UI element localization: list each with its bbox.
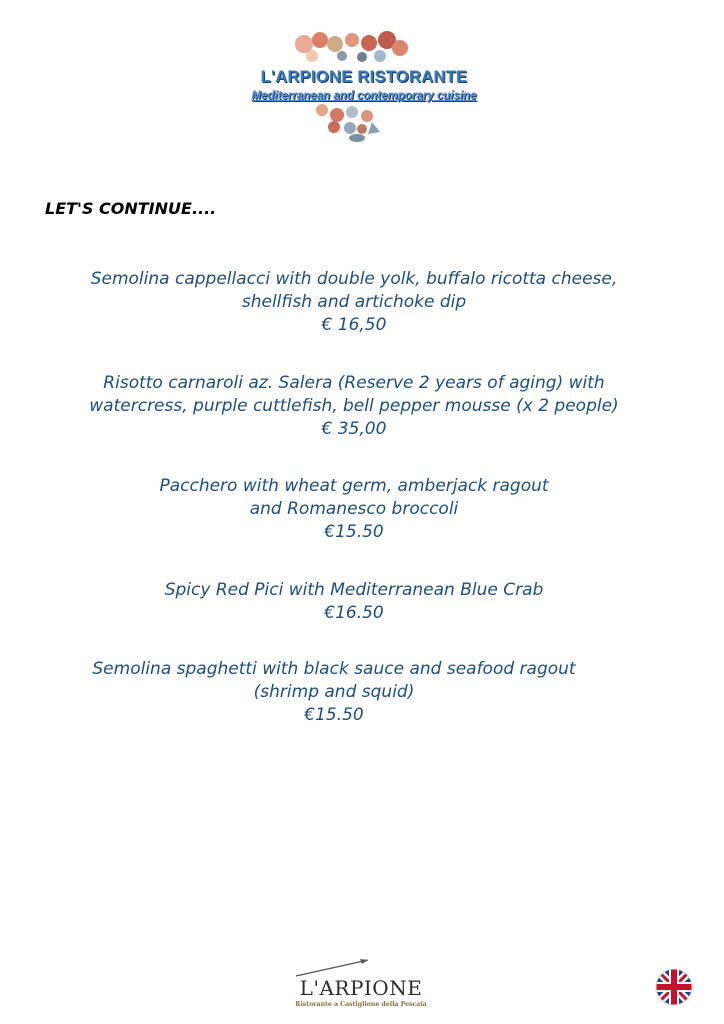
dish-description-line: Semolina cappellacci with double yolk, buffalo ricotta cheese,	[90, 269, 618, 289]
dish-price: €15.50	[324, 522, 384, 542]
header-logo	[222, 30, 506, 148]
dish-price: €16.50	[324, 603, 384, 623]
dish-price: € 35,00	[321, 419, 387, 439]
menu-item	[40, 268, 668, 337]
menu-item	[40, 475, 668, 544]
uk-flag-icon[interactable]	[655, 968, 693, 1006]
dish-description-line: Risotto carnaroli az. Salera (Reserve 2 years of aging) with	[103, 373, 605, 393]
logo-subtitle: Mediterranean and contemporary cuisine	[251, 90, 477, 102]
footer-logo	[290, 956, 440, 1014]
harpoon-icon	[290, 956, 440, 978]
seafood-heart-icon	[222, 30, 506, 148]
dish-description-line: Spicy Red Pici with Mediterranean Blue Crab	[164, 580, 544, 600]
dish-description-line: Pacchero with wheat germ, amberjack ragout	[159, 476, 549, 496]
dish-description-line: Semolina spaghetti with black sauce and seafood ragout	[92, 659, 576, 679]
menu-item	[40, 372, 668, 441]
dish-price: € 16,50	[321, 315, 387, 335]
dish-description-line: shellfish and artichoke dip	[241, 292, 467, 312]
section-heading: LET'S CONTINUE....	[45, 199, 217, 218]
dish-description-line: and Romanesco broccoli	[249, 499, 459, 519]
dish-description-line: (shrimp and squid)	[253, 682, 415, 702]
logo-title: L'ARPIONE RISTORANTE	[260, 68, 468, 86]
footer-brand: L'ARPIONE	[299, 976, 423, 1000]
dish-description-line: watercress, purple cuttlefish, bell pepper mousse (x 2 people)	[89, 396, 619, 416]
dish-price: €15.50	[304, 705, 364, 725]
footer-tagline: Ristorante a Castiglione della Pescaia	[295, 1001, 427, 1008]
menu-item	[40, 579, 668, 625]
menu-item	[20, 658, 648, 727]
